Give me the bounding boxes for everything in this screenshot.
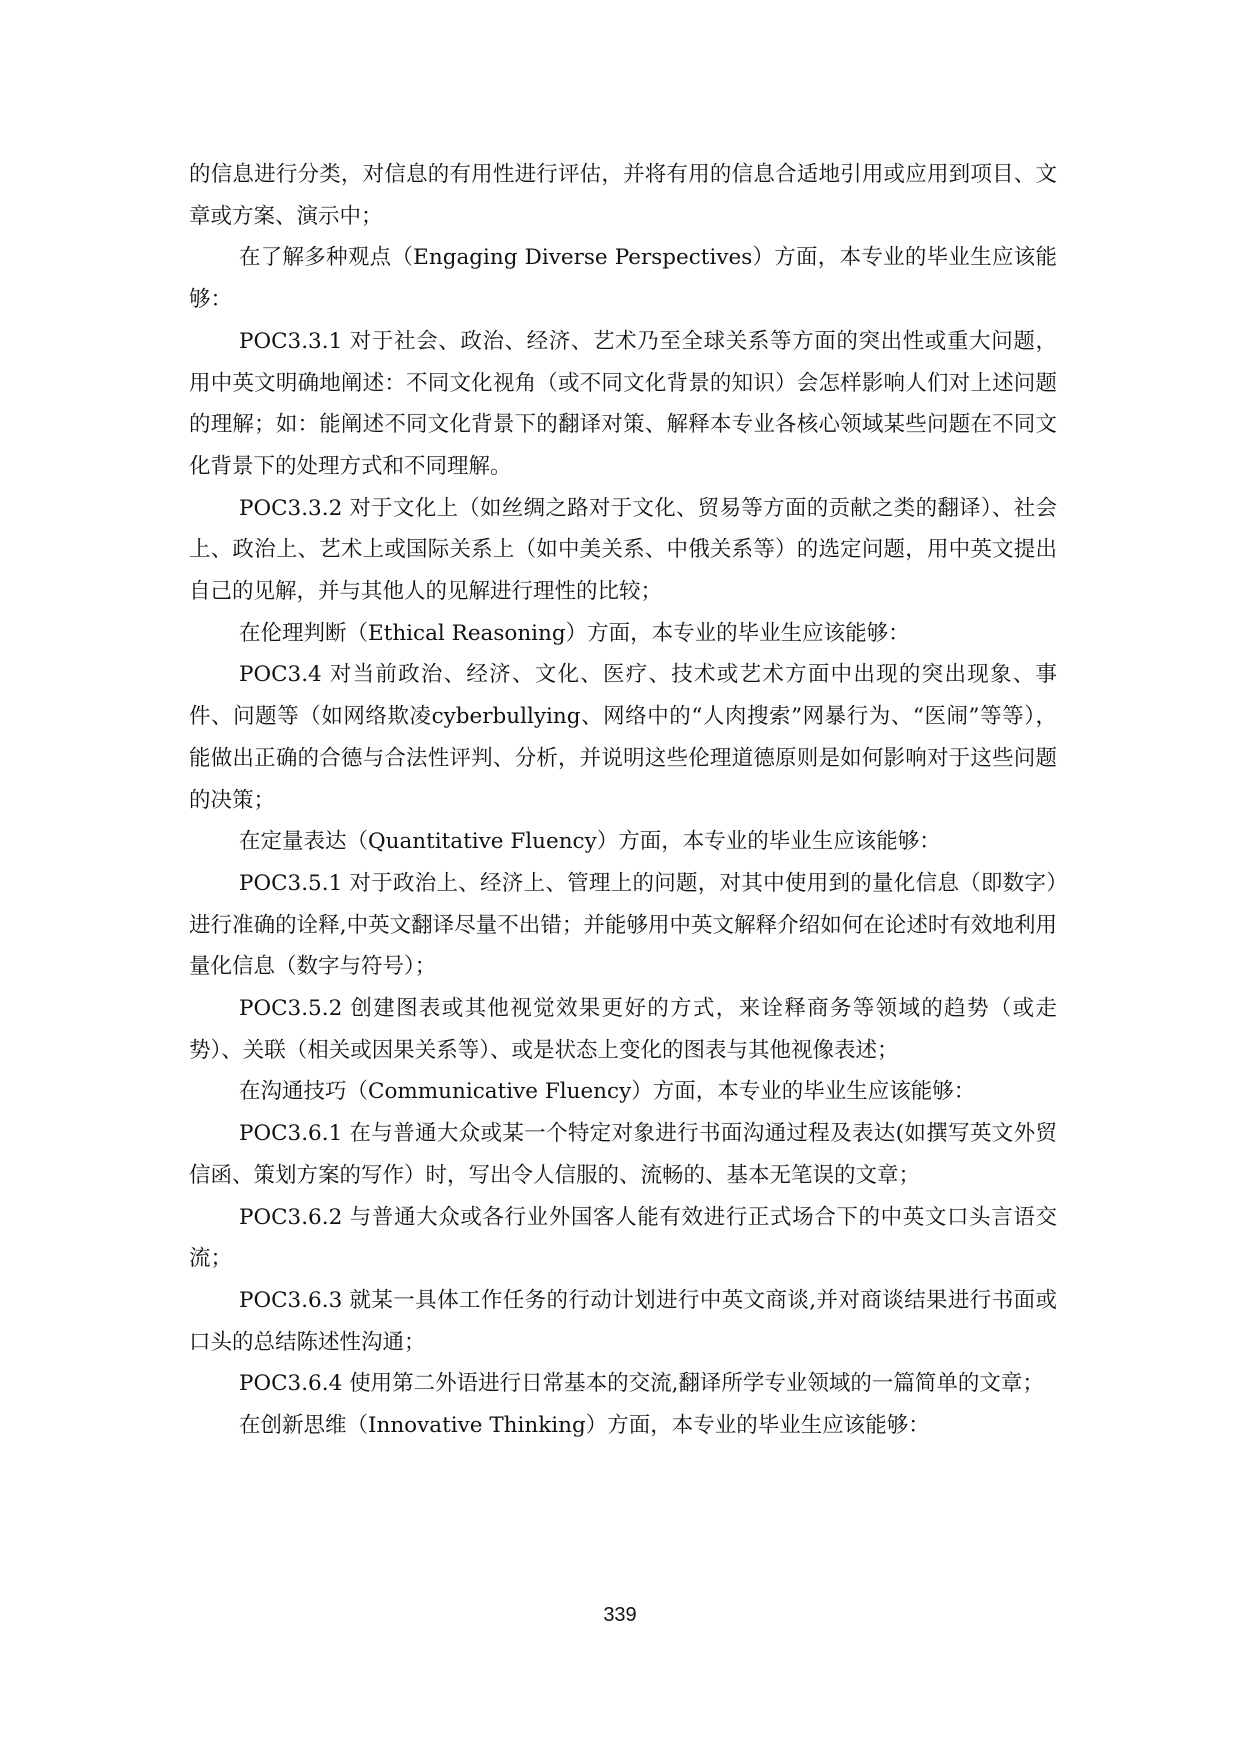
body-text <box>189 154 1057 1447</box>
paragraph-1: 的信息进行分类，对信息的有用性进行评估，并将有用的信息合适地引用或应用到项目、文章或方案、演示中； <box>189 162 1057 229</box>
paragraph-15: 在创新思维（Innovative Thinking）方面，本专业的毕业生应该能够： <box>239 1413 930 1439</box>
paragraph-4: POC3.3.2 对于文化上（如丝绸之路对于文化、贸易等方面的贡献之类的翻译）、社会上、政治上、艺术上或国际关系上（如中美关系、中俄关系等）的选定问题，用中英文提出自己的见解，并与其他人的见解进行理性的比较； <box>189 495 1057 605</box>
paragraph-8: POC3.5.1 对于政治上、经济上、管理上的问题，对其中使用到的量化信息（即数字）进行准确的诠释,中英文翻译尽量不出错；并能够用中英文解释介绍如何在论述时有效地利用量化信息（数字与符号）； <box>189 870 1057 980</box>
paragraph-6: POC3.4 对当前政治、经济、文化、医疗、技术或艺术方面中出现的突出现象、事件、问题等（如网络欺凌cyberbullying、网络中的“人肉搜索”网暴行为、“医闹”等等），能做出正确的合德与合法性评判、分析，并说明这些伦理道德原则是如何影响对于这些问题的决策； <box>189 662 1057 813</box>
paragraph-11: POC3.6.1 在与普通大众或某一个特定对象进行书面沟通过程及表达(如撰写英文外贸信函、策划方案的写作）时，写出令人信服的、流畅的、基本无笔误的文章； <box>189 1121 1057 1188</box>
paragraph-13: POC3.6.3 就某一具体工作任务的行动计划进行中英文商谈,并对商谈结果进行书面或口头的总结陈述性沟通； <box>189 1287 1057 1355</box>
paragraph-7: 在定量表达（Quantitative Fluency）方面，本专业的毕业生应该能够： <box>239 829 941 855</box>
paragraph-5: 在伦理判断（Ethical Reasoning）方面，本专业的毕业生应该能够： <box>239 620 910 646</box>
paragraph-9: POC3.5.2 创建图表或其他视觉效果更好的方式，来诠释商务等领域的趋势（或走势）、关联（相关或因果关系等）、或是状态上变化的图表与其他视像表述； <box>189 996 1057 1063</box>
paragraph-10: 在沟通技巧（Communicative Fluency）方面，本专业的毕业生应该能够： <box>239 1079 976 1105</box>
page-number: 339 <box>603 1604 637 1626</box>
paragraph-14: POC3.6.4 使用第二外语进行日常基本的交流,翻译所学专业领域的一篇简单的文章； <box>239 1371 1044 1397</box>
paragraph-3: POC3.3.1 对于社会、政治、经济、艺术乃至全球关系等方面的突出性或重大问题，用中英文明确地阐述：不同文化视角（或不同文化背景的知识）会怎样影响人们对上述问题的理解；如：能阐述不同文化背景下的翻译对策、解释本专业各核心领域某些问题在不同文化背景下的处理方式和不同理解。 <box>189 328 1057 479</box>
paragraph-12: POC3.6.2 与普通大众或各行业外国客人能有效进行正式场合下的中英文口头言语交流； <box>189 1204 1057 1272</box>
paragraph-2: 在了解多种观点（Engaging Diverse Perspectives）方面，本专业的毕业生应该能够： <box>189 245 1057 313</box>
